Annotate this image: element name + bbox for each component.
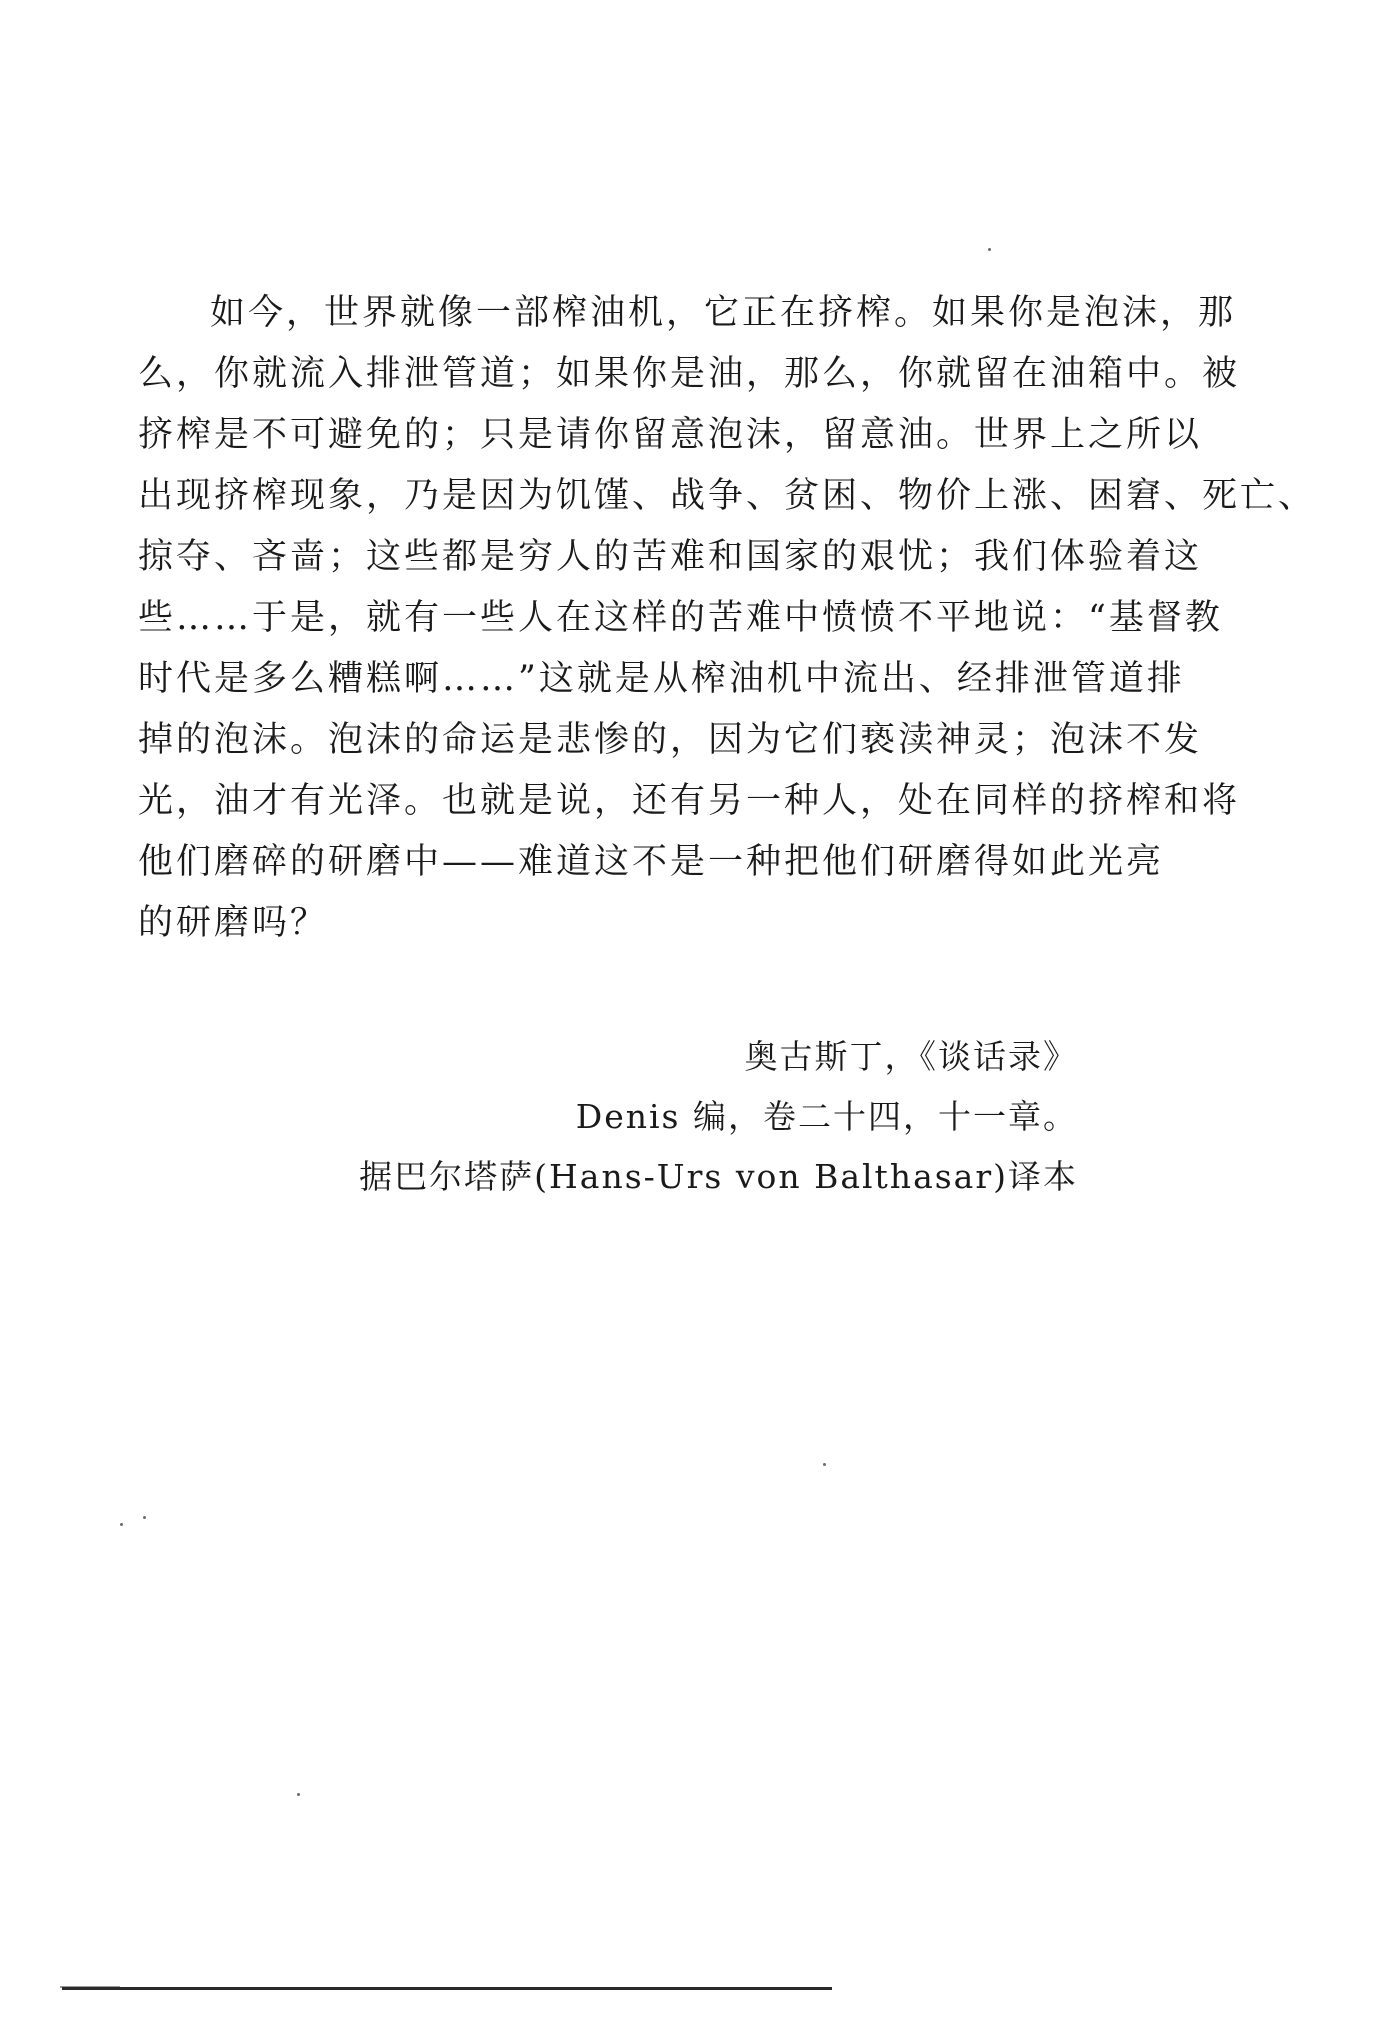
- paragraph-line: 光，油才有光泽。也就是说，还有另一种人，处在同样的挤榨和将: [138, 781, 1241, 821]
- paragraph-line: 如今，世界就像一部榨油机，它正在挤榨。如果你是泡沫，那: [210, 293, 1237, 333]
- paragraph-line: 出现挤榨现象，乃是因为饥馑、战争、贫困、物价上涨、困窘、死亡、: [138, 476, 1317, 516]
- body-paragraph: [138, 283, 1317, 954]
- attribution-author-work: 奥古斯丁，《谈话录》: [744, 1037, 1078, 1076]
- paragraph-line: 些……于是，就有一些人在这样的苦难中愤愤不平地说：“基督教: [138, 598, 1223, 638]
- attribution-translation: 据巴尔塔萨(Hans-Urs von Balthasar)译本: [359, 1157, 1078, 1196]
- attribution-edition: Denis 编，卷二十四，十一章。: [575, 1097, 1078, 1136]
- paragraph-line: 么，你就流入排泄管道；如果你是油，那么，你就留在油箱中。被: [138, 354, 1241, 394]
- paragraph-line: 时代是多么糟糕啊……”这就是从榨油机中流出、经排泄管道排: [138, 659, 1185, 699]
- paragraph-line: 他们磨碎的研磨中——难道这不是一种把他们研磨得如此光亮: [138, 842, 1165, 882]
- scan-speck: [297, 1793, 300, 1796]
- source-attribution: [359, 1027, 1078, 1207]
- paragraph-line: 掉的泡沫。泡沫的命运是悲惨的，因为它们亵渎神灵；泡沫不发: [138, 720, 1203, 760]
- bottom-rule: [62, 1987, 832, 1990]
- scan-speck: [988, 248, 991, 251]
- paragraph-line: 掠夺、吝啬；这些都是穷人的苦难和国家的艰忧；我们体验着这: [138, 537, 1203, 577]
- scan-speck: [120, 1523, 123, 1526]
- paragraph-line: 的研磨吗？: [138, 903, 329, 943]
- scan-speck: [823, 1463, 826, 1466]
- scan-speck: [143, 1516, 146, 1519]
- paragraph-line: 挤榨是不可避免的；只是请你留意泡沫，留意油。世界上之所以: [138, 415, 1203, 455]
